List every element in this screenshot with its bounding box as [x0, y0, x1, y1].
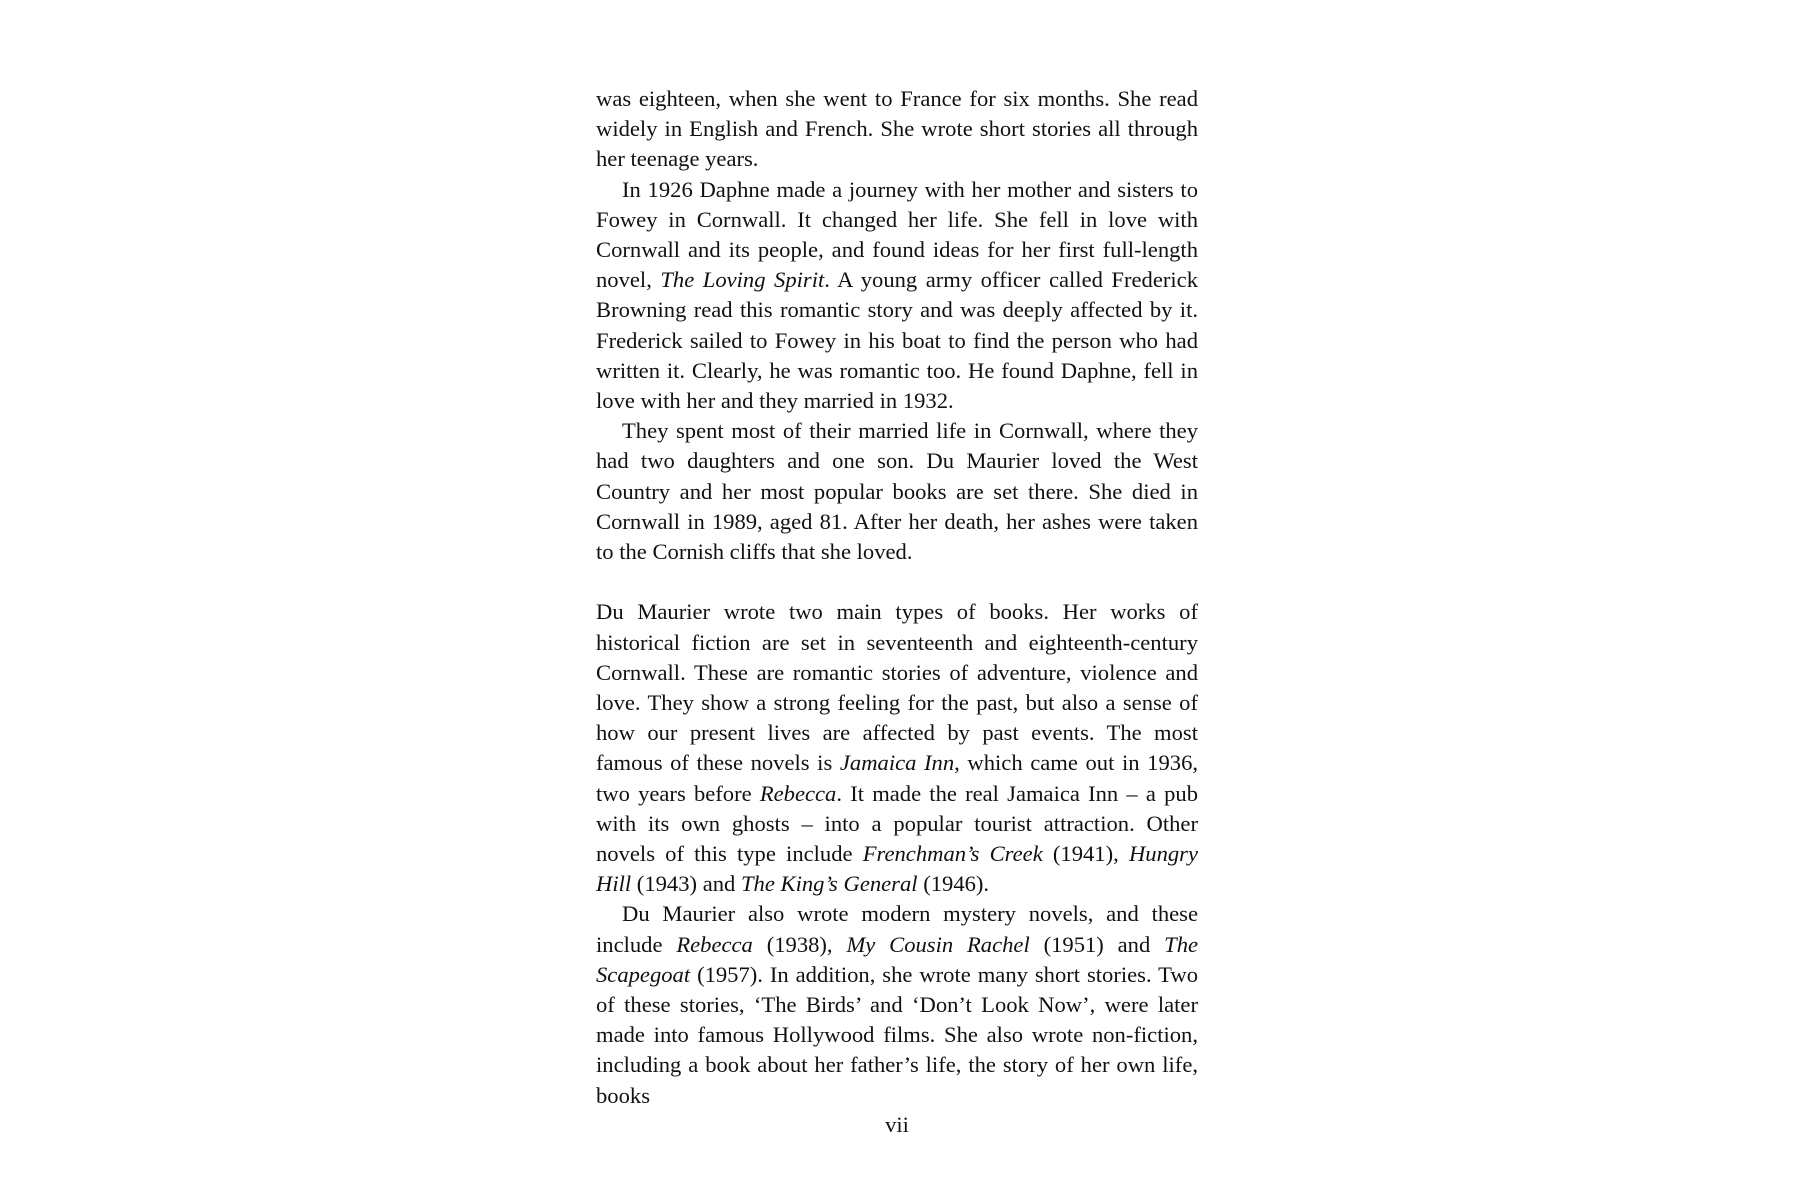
book-title-my-cousin-rachel: My Cousin Rachel — [846, 931, 1030, 957]
paragraph-5-text-a: Du Maurier also wrote modern mystery novels, and these include — [596, 901, 1198, 957]
paragraph-5-text-d: (1957). In addition, she wrote many short stories. Two of these stories, ‘The Birds’ and ‘Don’t Look Now’, were later made into famous Hollywood films. She also wrote non-fiction, including a book about her father’s life, the story of her own life, books — [596, 961, 1198, 1108]
paragraph-2 — [596, 175, 1198, 417]
paragraph-1: was eighteen, when she went to France for six months. She read widely in English and French. She wrote short stories all through her teenage years. — [596, 86, 1198, 172]
paragraph-4-text-b: , which came out in 1936, two years before — [596, 750, 1199, 806]
book-title-frenchmans-creek: Frenchman’s Creek — [862, 841, 1043, 867]
paragraph-4-text-f: (1946). — [917, 871, 990, 897]
paragraph-2-text-a: In 1926 Daphne made a journey with her mother and sisters to Fowey in Cornwall. It changed her life. She fell in love with Cornwall and its people, and found ideas for her first full-length novel, — [596, 176, 1198, 293]
book-title-hungry-hill: Hungry Hill — [596, 841, 1198, 897]
book-title-rebecca: Rebecca — [759, 780, 837, 806]
book-page — [596, 84, 1198, 1144]
book-title-the-loving-spirit: The Loving Spirit — [660, 267, 825, 293]
paragraph-5-text-c: (1951) and — [1029, 931, 1165, 957]
body-text — [596, 84, 1198, 1111]
paragraph-4-text-c: . It made the real Jamaica Inn – a pub with its own ghosts – into a popular tourist attraction. Other novels of this type include — [596, 780, 1198, 867]
book-title-the-kings-general: The King’s General — [740, 871, 918, 897]
paragraph-5 — [596, 899, 1198, 1110]
paragraph-4-text-e: (1943) and — [631, 871, 741, 897]
paragraph-4-text-a: Du Maurier wrote two main types of books. Her works of historical fiction are set in seventeenth and eighteenth-century Cornwall. These are romantic stories of adventure, violence and love. They show a strong feeling for the past, but also a sense of how our present lives are affected by past events. The most famous of these novels is — [596, 599, 1198, 776]
book-title-the-scapegoat: The Scapegoat — [596, 931, 1199, 987]
paragraph-2-text-b: . A young army officer called Frederick Browning read this romantic story and was deeply affected by it. Frederick sailed to Fowey in his boat to find the person who had written it. Clearly, he was romantic too. He found Daphne, fell in love with her and they married in 1932. — [596, 267, 1198, 414]
paragraph-3: They spent most of their married life in Cornwall, where they had two daughters and one son. Du Maurier loved the West Country and her most popular books are set there. She died in Cornwall in 1989, aged 81. After her death, her ashes were taken to the Cornish cliffs that she loved. — [596, 418, 1198, 565]
page-number: vii — [885, 1112, 909, 1137]
paragraph-5-text-b: (1938), — [752, 931, 847, 957]
book-title-jamaica-inn: Jamaica Inn — [839, 750, 955, 776]
paragraph-4-text-d: (1941), — [1042, 841, 1129, 867]
paragraph-4 — [596, 597, 1198, 899]
book-title-rebecca: Rebecca — [676, 931, 753, 957]
